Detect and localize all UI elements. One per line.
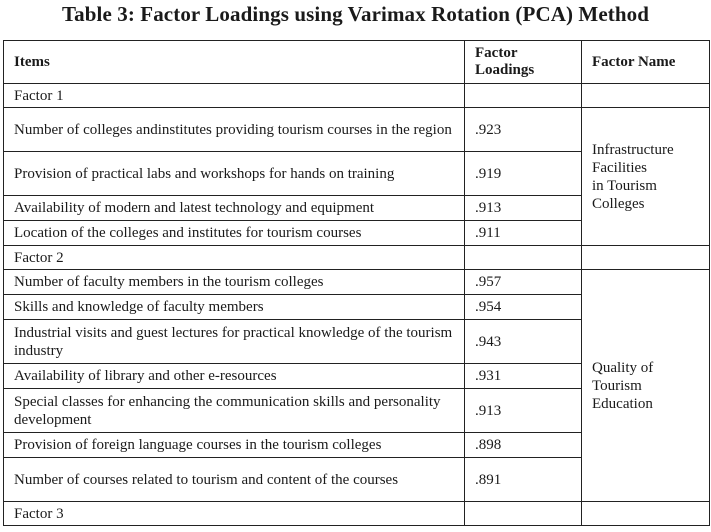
header-loadings-line1: Factor bbox=[475, 45, 518, 61]
header-loadings-line2: Loadings bbox=[475, 62, 535, 78]
item-cell: Availability of library and other e-resources bbox=[4, 364, 465, 389]
factor-row bbox=[4, 84, 710, 108]
empty-cell bbox=[582, 246, 710, 270]
item-cell: Special classes for enhancing the communication skills and personality development bbox=[4, 389, 465, 433]
empty-cell bbox=[465, 502, 582, 526]
header-row bbox=[4, 41, 710, 84]
loading-cell: .931 bbox=[465, 364, 582, 389]
loading-cell: .911 bbox=[465, 221, 582, 246]
item-cell: Provision of foreign language courses in the tourism colleges bbox=[4, 433, 465, 458]
loading-cell: .943 bbox=[465, 320, 582, 364]
table-row bbox=[4, 270, 710, 295]
factor-label: Factor 1 bbox=[4, 84, 465, 108]
loading-cell: .891 bbox=[465, 458, 582, 502]
factor-name-cell bbox=[582, 270, 710, 502]
empty-cell bbox=[465, 84, 582, 108]
item-cell: Number of courses related to tourism and content of the courses bbox=[4, 458, 465, 502]
factor-name-line: Tourism bbox=[592, 377, 642, 394]
item-cell: Provision of practical labs and workshops for hands on training bbox=[4, 152, 465, 196]
item-cell: Industrial visits and guest lectures for practical knowledge of the tourism industry bbox=[4, 320, 465, 364]
header-items: Items bbox=[4, 41, 465, 84]
factor-name-line: Education bbox=[592, 395, 653, 412]
factor-name-line: Quality of bbox=[592, 359, 654, 376]
factor-name-line: Facilities bbox=[592, 159, 647, 176]
factor-loadings-table bbox=[3, 40, 710, 526]
item-cell: Number of colleges andinstitutes providing tourism courses in the region bbox=[4, 108, 465, 152]
factor-row bbox=[4, 246, 710, 270]
loading-cell: .957 bbox=[465, 270, 582, 295]
empty-cell bbox=[582, 502, 710, 526]
factor-row bbox=[4, 502, 710, 526]
factor-name-line: in Tourism bbox=[592, 177, 657, 194]
header-factor-loadings bbox=[465, 41, 582, 84]
empty-cell bbox=[465, 246, 582, 270]
factor-label: Factor 3 bbox=[4, 502, 465, 526]
table-row bbox=[4, 108, 710, 152]
item-cell: Skills and knowledge of faculty members bbox=[4, 295, 465, 320]
item-cell: Number of faculty members in the tourism colleges bbox=[4, 270, 465, 295]
loading-cell: .913 bbox=[465, 389, 582, 433]
loading-cell: .954 bbox=[465, 295, 582, 320]
factor-name-line: Colleges bbox=[592, 195, 645, 212]
factor-label: Factor 2 bbox=[4, 246, 465, 270]
factor-name-line: Infrastructure bbox=[592, 141, 674, 158]
loading-cell: .913 bbox=[465, 196, 582, 221]
item-cell: Availability of modern and latest technology and equipment bbox=[4, 196, 465, 221]
loading-cell: .923 bbox=[465, 108, 582, 152]
loading-cell: .919 bbox=[465, 152, 582, 196]
loading-cell: .898 bbox=[465, 433, 582, 458]
empty-cell bbox=[582, 84, 710, 108]
item-cell: Location of the colleges and institutes for tourism courses bbox=[4, 221, 465, 246]
factor-name-cell bbox=[582, 108, 710, 246]
header-factor-name: Factor Name bbox=[582, 41, 710, 84]
table-title: Table 3: Factor Loadings using Varimax Rotation (PCA) Method bbox=[61, 2, 650, 26]
